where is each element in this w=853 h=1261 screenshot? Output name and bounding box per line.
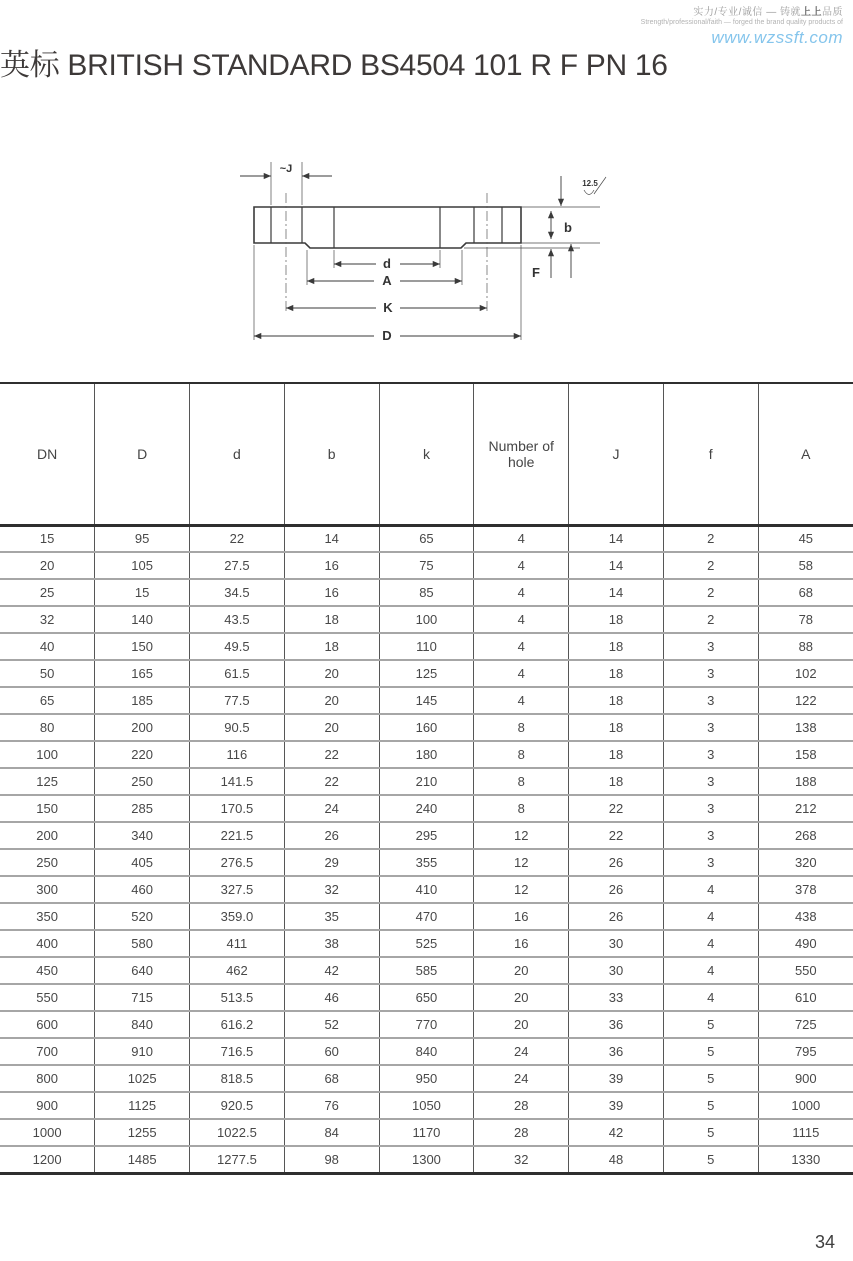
bolt-centerlines — [286, 193, 487, 311]
table-cell: 42 — [284, 957, 379, 984]
table-cell: 32 — [0, 606, 95, 633]
table-cell: 76 — [284, 1092, 379, 1119]
table-cell: 5 — [663, 1065, 758, 1092]
table-cell: 950 — [379, 1065, 474, 1092]
table-cell: 58 — [758, 552, 853, 579]
table-cell: 4 — [474, 633, 569, 660]
table-cell: 3 — [663, 633, 758, 660]
table-cell: 18 — [569, 741, 664, 768]
table-cell: 50 — [0, 660, 95, 687]
table-cell: 22 — [569, 795, 664, 822]
table-cell: 795 — [758, 1038, 853, 1065]
table-cell: 48 — [569, 1146, 664, 1173]
table-cell: 520 — [95, 903, 190, 930]
table-row — [0, 1092, 853, 1119]
table-cell: 141.5 — [190, 768, 285, 795]
table-cell: 3 — [663, 714, 758, 741]
table-cell: 12 — [474, 849, 569, 876]
table-cell: 29 — [284, 849, 379, 876]
table-cell: 400 — [0, 930, 95, 957]
table-cell: 359.0 — [190, 903, 285, 930]
table-cell: 818.5 — [190, 1065, 285, 1092]
table-cell: 210 — [379, 768, 474, 795]
table-cell: 300 — [0, 876, 95, 903]
table-row — [0, 552, 853, 579]
table-cell: 3 — [663, 660, 758, 687]
dimension-b — [521, 211, 600, 243]
table-cell: 295 — [379, 822, 474, 849]
table-cell: 75 — [379, 552, 474, 579]
table-row — [0, 930, 853, 957]
table-cell: 250 — [0, 849, 95, 876]
table-cell: 5 — [663, 1038, 758, 1065]
table-cell: 188 — [758, 768, 853, 795]
table-cell: 138 — [758, 714, 853, 741]
table-row — [0, 1038, 853, 1065]
table-cell: 14 — [569, 579, 664, 606]
table-row — [0, 1011, 853, 1038]
table-cell: 640 — [95, 957, 190, 984]
table-cell: 18 — [569, 633, 664, 660]
dim-label-j: ~J — [279, 163, 293, 175]
brand-slogan-cn-pre: 实力/专业/诚信 — 铸就 — [693, 7, 801, 18]
table-row — [0, 714, 853, 741]
table-cell: 3 — [663, 687, 758, 714]
table-cell: 8 — [474, 768, 569, 795]
flange-spec-table — [0, 382, 853, 1175]
flange-technical-drawing — [228, 148, 628, 368]
table-cell: 410 — [379, 876, 474, 903]
table-cell: 20 — [284, 660, 379, 687]
column-header-b: b — [284, 383, 379, 525]
table-cell: 616.2 — [190, 1011, 285, 1038]
table-cell: 5 — [663, 1119, 758, 1146]
table-cell: 600 — [0, 1011, 95, 1038]
table-cell: 18 — [569, 768, 664, 795]
table-cell: 221.5 — [190, 822, 285, 849]
brand-website-link[interactable]: www.wzssft.com — [711, 28, 843, 47]
table-cell: 250 — [95, 768, 190, 795]
dim-label-k: K — [383, 300, 393, 315]
table-cell: 2 — [663, 525, 758, 552]
table-cell: 4 — [474, 606, 569, 633]
table-cell: 5 — [663, 1011, 758, 1038]
table-cell: 90.5 — [190, 714, 285, 741]
table-cell: 95 — [95, 525, 190, 552]
table-row — [0, 1065, 853, 1092]
table-cell: 14 — [284, 525, 379, 552]
table-cell: 18 — [569, 714, 664, 741]
table-row — [0, 876, 853, 903]
table-row — [0, 957, 853, 984]
table-cell: 39 — [569, 1065, 664, 1092]
table-cell: 20 — [474, 1011, 569, 1038]
table-cell: 22 — [284, 768, 379, 795]
table-cell: 65 — [379, 525, 474, 552]
brand-slogan-cn — [641, 3, 843, 18]
dim-label-b: b — [564, 220, 572, 235]
brand-slogan-cn-post: 品质 — [822, 7, 843, 18]
table-cell: 26 — [569, 876, 664, 903]
table-cell: 20 — [284, 714, 379, 741]
table-cell: 340 — [95, 822, 190, 849]
table-cell: 460 — [95, 876, 190, 903]
table-cell: 26 — [284, 822, 379, 849]
table-cell: 22 — [284, 741, 379, 768]
table-cell: 4 — [663, 903, 758, 930]
column-header-j: J — [569, 383, 664, 525]
table-cell: 150 — [0, 795, 95, 822]
table-cell: 14 — [569, 552, 664, 579]
table-cell: 2 — [663, 552, 758, 579]
table-cell: 12 — [474, 876, 569, 903]
table-cell: 145 — [379, 687, 474, 714]
table-cell: 65 — [0, 687, 95, 714]
table-cell: 18 — [569, 687, 664, 714]
table-cell: 122 — [758, 687, 853, 714]
table-cell: 1025 — [95, 1065, 190, 1092]
table-cell: 18 — [284, 606, 379, 633]
table-cell: 3 — [663, 849, 758, 876]
table-cell: 28 — [474, 1119, 569, 1146]
table-cell: 355 — [379, 849, 474, 876]
column-header-f: f — [663, 383, 758, 525]
dim-label-f: F — [532, 265, 540, 280]
table-cell: 770 — [379, 1011, 474, 1038]
table-row — [0, 984, 853, 1011]
table-cell: 3 — [663, 795, 758, 822]
table-cell: 32 — [474, 1146, 569, 1173]
table-cell: 15 — [95, 579, 190, 606]
table-row — [0, 822, 853, 849]
table-cell: 1300 — [379, 1146, 474, 1173]
column-header-d: d — [190, 383, 285, 525]
table-cell: 1022.5 — [190, 1119, 285, 1146]
table-cell: 26 — [569, 903, 664, 930]
table-cell: 285 — [95, 795, 190, 822]
table-cell: 550 — [0, 984, 95, 1011]
table-cell: 77.5 — [190, 687, 285, 714]
table-cell: 49.5 — [190, 633, 285, 660]
table-cell: 42 — [569, 1119, 664, 1146]
table-cell: 276.5 — [190, 849, 285, 876]
table-cell: 716.5 — [190, 1038, 285, 1065]
table-cell: 1485 — [95, 1146, 190, 1173]
dim-label-D: D — [382, 328, 392, 343]
table-cell: 4 — [663, 930, 758, 957]
table-cell: 30 — [569, 957, 664, 984]
table-cell: 4 — [663, 984, 758, 1011]
table-cell: 30 — [569, 930, 664, 957]
table-cell: 46 — [284, 984, 379, 1011]
table-cell: 33 — [569, 984, 664, 1011]
table-cell: 32 — [284, 876, 379, 903]
table-cell: 5 — [663, 1092, 758, 1119]
table-cell: 212 — [758, 795, 853, 822]
table-cell: 1115 — [758, 1119, 853, 1146]
dimension-d — [334, 250, 440, 271]
table-cell: 26 — [569, 849, 664, 876]
table-cell: 1170 — [379, 1119, 474, 1146]
flange-body-outline — [254, 207, 521, 248]
table-cell: 550 — [758, 957, 853, 984]
table-cell: 20 — [284, 687, 379, 714]
table-cell: 16 — [284, 579, 379, 606]
table-cell: 200 — [0, 822, 95, 849]
table-cell: 140 — [95, 606, 190, 633]
table-row — [0, 525, 853, 552]
table-cell: 35 — [284, 903, 379, 930]
table-cell: 68 — [284, 1065, 379, 1092]
table-cell: 40 — [0, 633, 95, 660]
table-cell: 725 — [758, 1011, 853, 1038]
table-cell: 4 — [474, 525, 569, 552]
table-cell: 15 — [0, 525, 95, 552]
table-cell: 25 — [0, 579, 95, 606]
column-header-number-of-hole: Number of hole — [474, 383, 569, 525]
table-cell: 4 — [663, 957, 758, 984]
dimension-K — [286, 300, 487, 315]
spec-table-header — [0, 383, 853, 525]
table-cell: 8 — [474, 795, 569, 822]
table-cell: 840 — [379, 1038, 474, 1065]
table-cell: 1255 — [95, 1119, 190, 1146]
table-cell: 34.5 — [190, 579, 285, 606]
table-cell: 84 — [284, 1119, 379, 1146]
table-cell: 4 — [474, 687, 569, 714]
table-cell: 4 — [474, 579, 569, 606]
table-cell: 170.5 — [190, 795, 285, 822]
table-cell: 24 — [284, 795, 379, 822]
table-cell: 24 — [474, 1038, 569, 1065]
table-cell: 8 — [474, 741, 569, 768]
table-cell: 8 — [474, 714, 569, 741]
table-cell: 22 — [190, 525, 285, 552]
table-cell: 110 — [379, 633, 474, 660]
page-number: 34 — [814, 1232, 835, 1252]
spec-table-body — [0, 525, 853, 1173]
table-cell: 450 — [0, 957, 95, 984]
brand-slogan-en: Strength/professional/faith — forged the brand quality products of — [640, 19, 843, 26]
table-cell: 78 — [758, 606, 853, 633]
table-cell: 320 — [758, 849, 853, 876]
table-cell: 513.5 — [190, 984, 285, 1011]
dimension-F — [464, 244, 580, 280]
table-cell: 180 — [379, 741, 474, 768]
table-cell: 920.5 — [190, 1092, 285, 1119]
roughness-value: 12.5 — [582, 179, 598, 188]
table-cell: 650 — [379, 984, 474, 1011]
column-header-k: k — [379, 383, 474, 525]
table-cell: 470 — [379, 903, 474, 930]
table-row — [0, 1146, 853, 1173]
table-cell: 2 — [663, 579, 758, 606]
table-cell: 98 — [284, 1146, 379, 1173]
table-row — [0, 606, 853, 633]
table-cell: 28 — [474, 1092, 569, 1119]
table-cell: 585 — [379, 957, 474, 984]
table-cell: 39 — [569, 1092, 664, 1119]
table-cell: 610 — [758, 984, 853, 1011]
page-title: 英标 BRITISH STANDARD BS4504 101 R F PN 16 — [0, 49, 668, 82]
table-cell: 20 — [474, 984, 569, 1011]
table-cell: 52 — [284, 1011, 379, 1038]
table-cell: 1125 — [95, 1092, 190, 1119]
table-row — [0, 633, 853, 660]
table-cell: 490 — [758, 930, 853, 957]
table-cell: 3 — [663, 768, 758, 795]
table-cell: 16 — [284, 552, 379, 579]
table-row — [0, 660, 853, 687]
table-cell: 4 — [474, 660, 569, 687]
table-cell: 185 — [95, 687, 190, 714]
table-cell: 43.5 — [190, 606, 285, 633]
table-cell: 18 — [569, 660, 664, 687]
table-cell: 1277.5 — [190, 1146, 285, 1173]
table-cell: 18 — [284, 633, 379, 660]
table-cell: 220 — [95, 741, 190, 768]
table-cell: 45 — [758, 525, 853, 552]
column-header-dn: DN — [0, 383, 95, 525]
table-row — [0, 849, 853, 876]
column-header-d: D — [95, 383, 190, 525]
table-cell: 405 — [95, 849, 190, 876]
table-cell: 125 — [0, 768, 95, 795]
roughness-symbol — [521, 176, 606, 207]
table-cell: 116 — [190, 741, 285, 768]
table-cell: 24 — [474, 1065, 569, 1092]
table-cell: 4 — [663, 876, 758, 903]
table-cell: 1000 — [0, 1119, 95, 1146]
table-cell: 240 — [379, 795, 474, 822]
table-row — [0, 768, 853, 795]
table-cell: 3 — [663, 822, 758, 849]
table-cell: 715 — [95, 984, 190, 1011]
table-cell: 60 — [284, 1038, 379, 1065]
table-cell: 4 — [474, 552, 569, 579]
table-cell: 378 — [758, 876, 853, 903]
table-cell: 85 — [379, 579, 474, 606]
brand-slogan-cn-bold: 上上 — [801, 7, 822, 18]
table-cell: 12 — [474, 822, 569, 849]
table-cell: 61.5 — [190, 660, 285, 687]
table-cell: 525 — [379, 930, 474, 957]
table-cell: 80 — [0, 714, 95, 741]
table-cell: 840 — [95, 1011, 190, 1038]
table-cell: 100 — [379, 606, 474, 633]
table-cell: 800 — [0, 1065, 95, 1092]
table-cell: 18 — [569, 606, 664, 633]
table-cell: 102 — [758, 660, 853, 687]
table-row — [0, 741, 853, 768]
table-cell: 36 — [569, 1011, 664, 1038]
table-cell: 20 — [474, 957, 569, 984]
table-cell: 580 — [95, 930, 190, 957]
table-cell: 100 — [0, 741, 95, 768]
table-cell: 38 — [284, 930, 379, 957]
table-cell: 350 — [0, 903, 95, 930]
table-row — [0, 1119, 853, 1146]
table-cell: 105 — [95, 552, 190, 579]
dim-label-d: d — [383, 256, 391, 271]
table-cell: 125 — [379, 660, 474, 687]
table-cell: 165 — [95, 660, 190, 687]
table-cell: 900 — [758, 1065, 853, 1092]
table-row — [0, 795, 853, 822]
table-cell: 268 — [758, 822, 853, 849]
table-cell: 20 — [0, 552, 95, 579]
table-cell: 1200 — [0, 1146, 95, 1173]
table-cell: 900 — [0, 1092, 95, 1119]
table-row — [0, 579, 853, 606]
table-cell: 88 — [758, 633, 853, 660]
table-cell: 2 — [663, 606, 758, 633]
table-cell: 3 — [663, 741, 758, 768]
table-row — [0, 903, 853, 930]
table-cell: 36 — [569, 1038, 664, 1065]
table-cell: 438 — [758, 903, 853, 930]
table-cell: 1050 — [379, 1092, 474, 1119]
table-cell: 1330 — [791, 1151, 821, 1167]
table-cell: 200 — [95, 714, 190, 741]
table-cell: 16 — [474, 930, 569, 957]
dim-label-a: A — [382, 273, 392, 288]
table-row — [0, 687, 853, 714]
table-cell: 910 — [95, 1038, 190, 1065]
table-cell: 158 — [758, 741, 853, 768]
table-cell: 160 — [379, 714, 474, 741]
table-cell: 327.5 — [190, 876, 285, 903]
table-cell: 1000 — [758, 1092, 853, 1119]
column-header-a: A — [758, 383, 853, 525]
table-cell: 462 — [190, 957, 285, 984]
table-cell: 14 — [569, 525, 664, 552]
header-row — [0, 383, 853, 525]
table-cell: 700 — [0, 1038, 95, 1065]
table-cell: 27.5 — [190, 552, 285, 579]
table-cell: 150 — [95, 633, 190, 660]
table-cell: 16 — [474, 903, 569, 930]
table-cell: 22 — [569, 822, 664, 849]
table-cell: 411 — [190, 930, 285, 957]
table-cell: 5 — [663, 1146, 758, 1173]
table-cell: 68 — [758, 579, 853, 606]
